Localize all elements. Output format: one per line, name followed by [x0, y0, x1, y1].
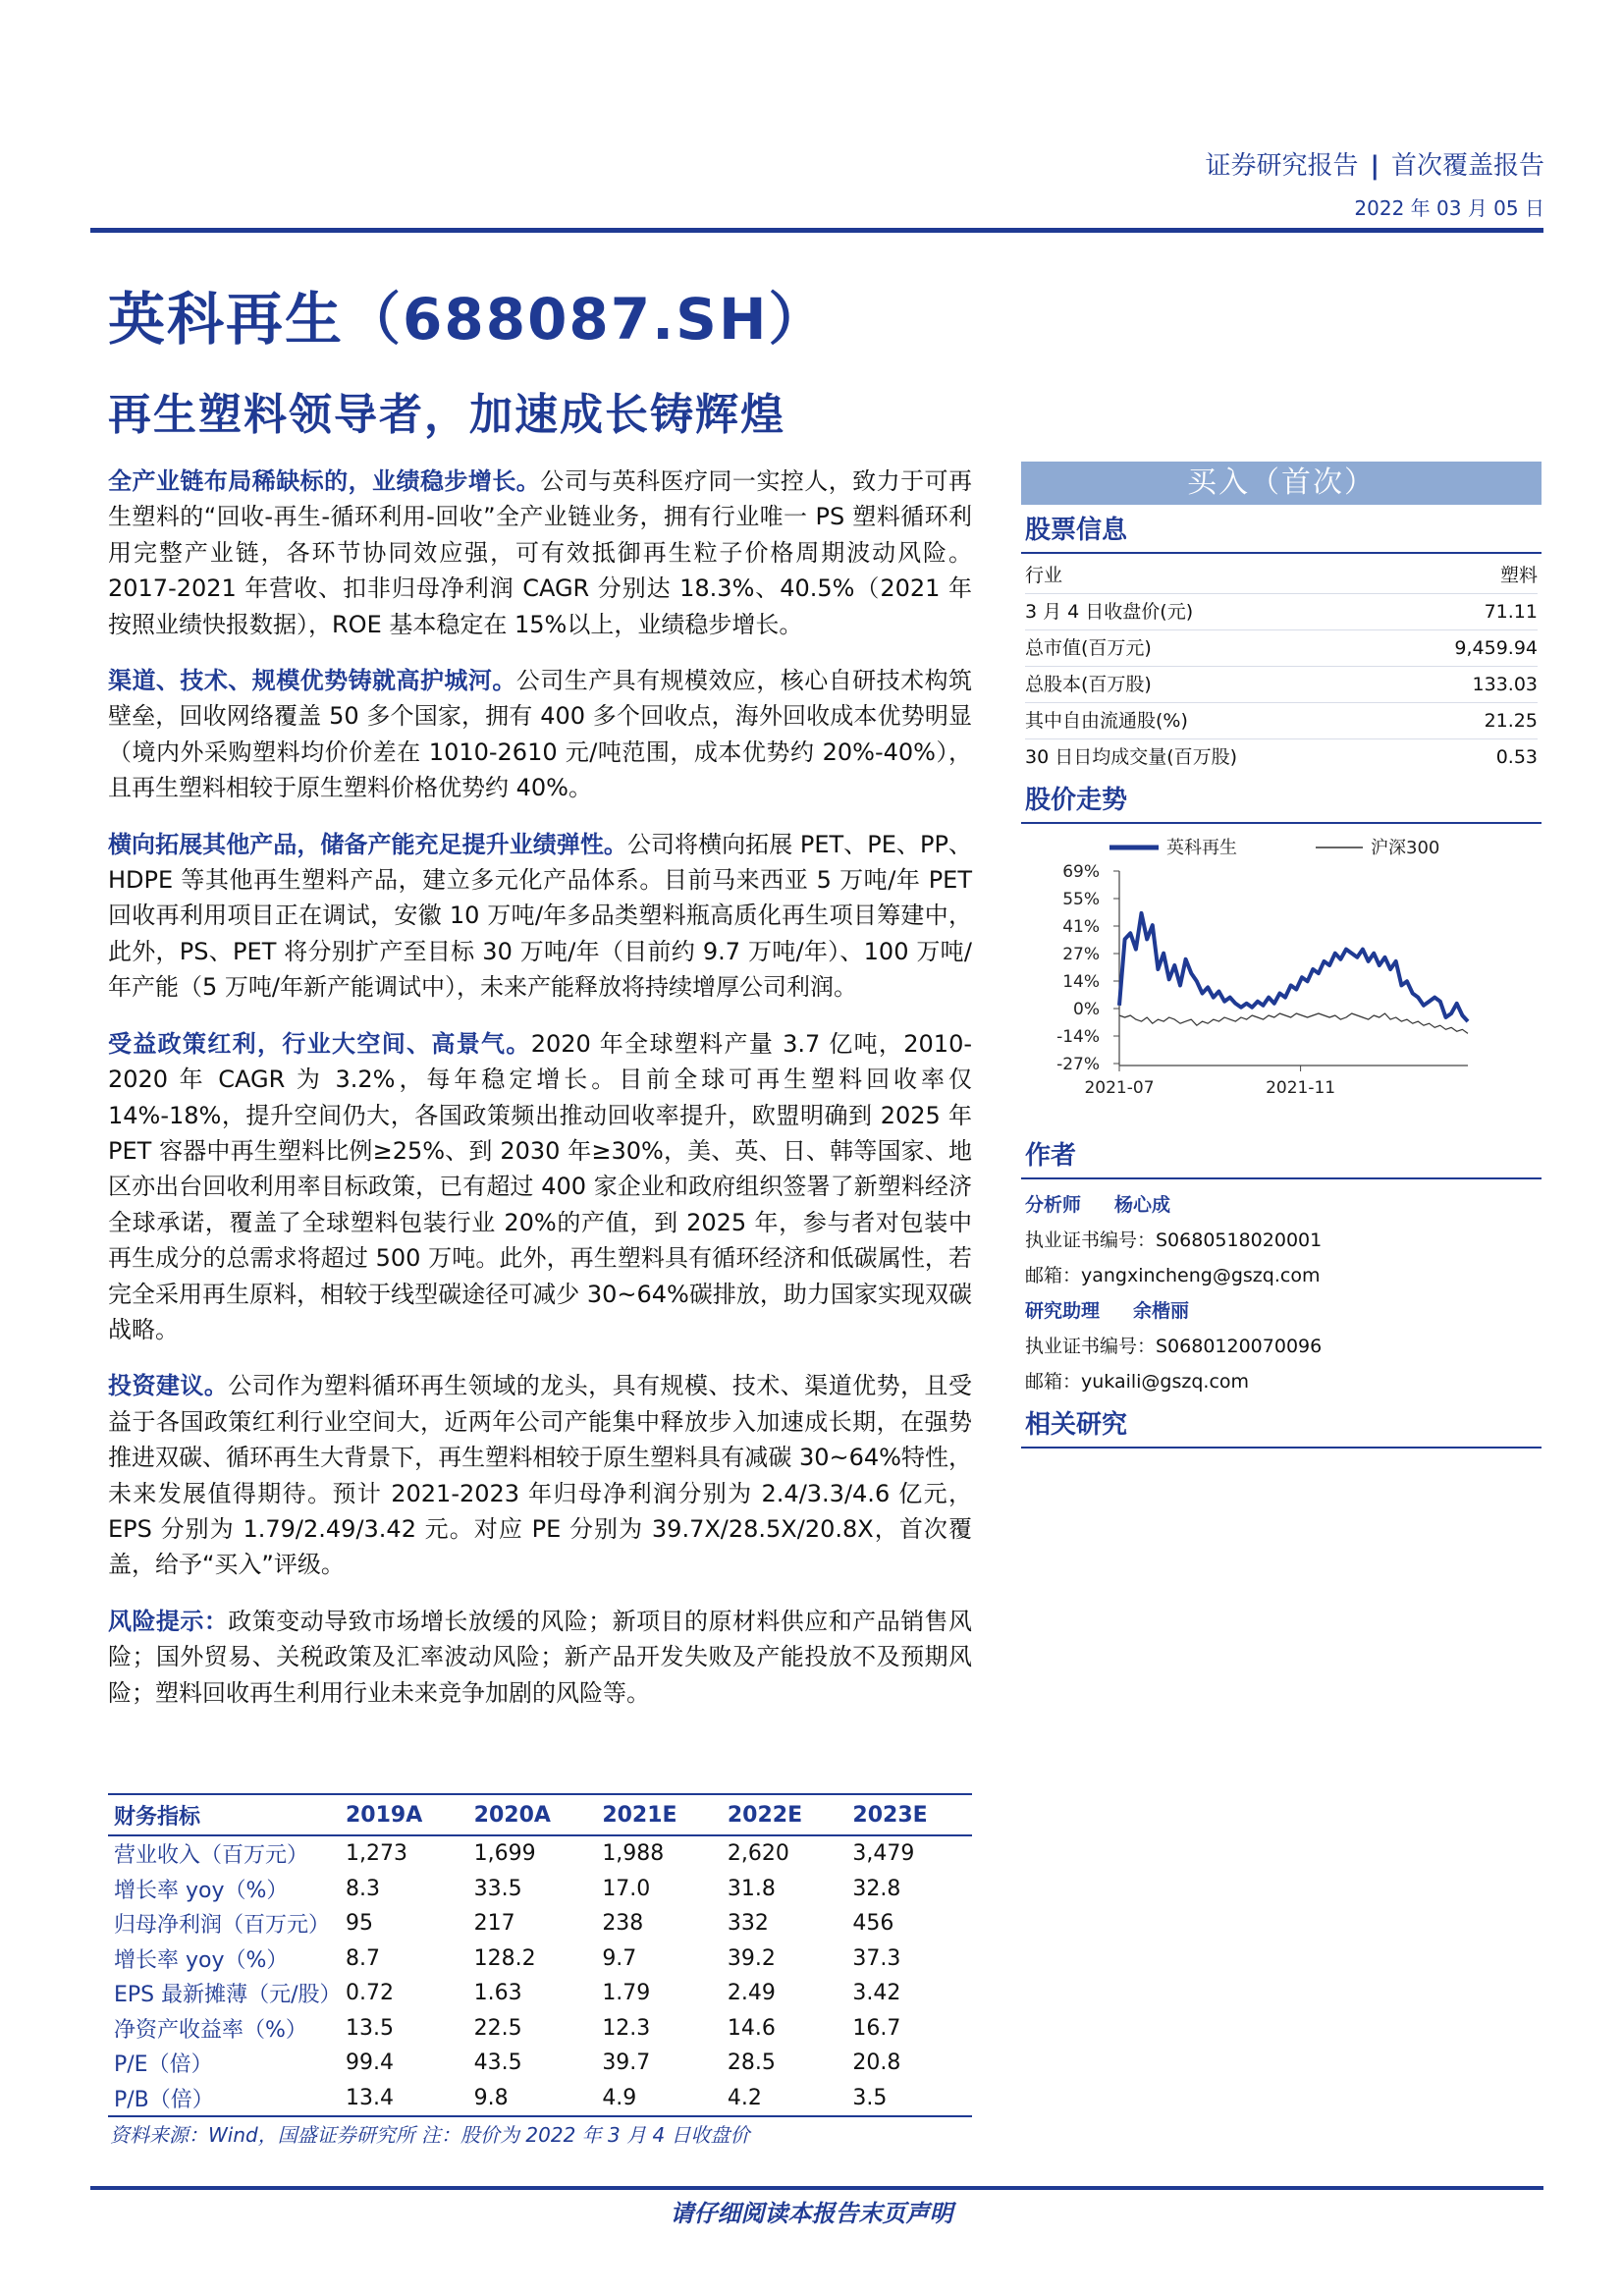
financial-row [108, 1872, 972, 1907]
paragraph-body: 公司与英科医疗同一实控人，致力于可再生塑料的“回收-再生-循环利用-回收”全产业链业务，拥有行业唯一 PS 塑料循环利用完整产业链，各环节协同效应强，可有效抵御再生粒子价格周期波动风险。2017-2021 年营收、扣非归母净利润 CAGR 分别达 18.3%、40.5%（2021 年按照业绩快报数据），ROE 基本稳定在 15%以上，业绩稳步增长。 [108, 467, 973, 638]
financial-row [108, 2046, 972, 2081]
financial-metric: 增长率 yoy（%） [114, 1947, 289, 1973]
stock-info-label: 行业 [1025, 565, 1063, 586]
paragraph-lead: 横向拓展其他产品，储备产能充足提升业绩弹性。 [108, 830, 627, 858]
financial-header-cell: 2021E [596, 1794, 722, 1835]
stock-info-row [1025, 558, 1538, 594]
financial-value: 2,620 [727, 1841, 789, 1867]
stock-info-heading: 股票信息 [1021, 509, 1542, 554]
assistant-cert: 执业证书编号：S0680120070096 [1025, 1336, 1323, 1357]
y-tick-label: -14% [1056, 1027, 1100, 1047]
financial-table [108, 1793, 972, 2117]
sidebar [1021, 462, 1542, 1449]
stock-info-value: 9,459.94 [1454, 637, 1538, 659]
analyst-name: 杨心成 [1114, 1194, 1171, 1216]
assistant-role: 研究助理 [1025, 1300, 1101, 1322]
financial-value: 14.6 [727, 2015, 776, 2041]
financial-header-cell: 2022E [722, 1794, 847, 1835]
financial-value: 217 [473, 1911, 515, 1937]
paragraph-lead: 全产业链布局稀缺标的，业绩稳步增长。 [108, 467, 541, 495]
financial-metric: 增长率 yoy（%） [114, 1878, 289, 1903]
legend-label-series-2: 沪深300 [1371, 838, 1440, 858]
report-subtitle: 再生塑料领导者，加速成长铸辉煌 [108, 390, 785, 440]
financial-metric: EPS 最新摊薄（元/股） [114, 1983, 342, 2008]
stock-info-label: 其中自由流通股(%) [1025, 710, 1188, 732]
financial-value: 33.5 [473, 1876, 522, 1901]
financial-value: 2.49 [727, 1981, 776, 2006]
financial-value: 37.3 [852, 1945, 901, 1971]
paragraph-body: 公司作为塑料循环再生领域的龙头，具有规模、技术、渠道优势，且受益于各国政策红利行业空间大，近两年公司产能集中释放步入加速成长期，在强势推进双碳、循环再生大背景下，再生塑料相较于原生塑料具有减碳 30~64%特性，未来发展值得期待。预计 2021-2023 年归母净利润分别为 2.4/3.3/4.6 亿元，EPS 分别为 1.79/2.49/3.42 元。对应 PE 分别为 39.7X/28.5X/20.8X，首次覆盖，给予“买入”评级。 [108, 1372, 973, 1579]
y-tick-label: 55% [1062, 890, 1100, 909]
x-tick-label: 2021-11 [1266, 1078, 1336, 1098]
financial-value: 0.72 [346, 1981, 394, 2006]
financial-value: 31.8 [727, 1876, 776, 1901]
top-divider [90, 228, 1543, 233]
y-tick-label: 0% [1073, 1000, 1100, 1019]
stock-info-row [1025, 739, 1538, 775]
analyst-cert: 执业证书编号：S0680518020001 [1025, 1230, 1323, 1251]
analyst-role: 分析师 [1025, 1194, 1082, 1216]
assistant-name: 余楷丽 [1133, 1300, 1190, 1322]
analyst-email: 邮箱：yangxincheng@gszq.com [1025, 1265, 1321, 1286]
stock-info-value: 塑料 [1499, 565, 1538, 586]
financial-value: 3.5 [846, 2081, 972, 2117]
financial-value: 456 [852, 1911, 894, 1937]
financial-value: 13.5 [346, 2015, 394, 2041]
x-tick-label: 2021-07 [1084, 1078, 1155, 1098]
stock-info-row [1025, 630, 1538, 667]
paragraph-body: 公司生产具有规模效应，核心自研技术构筑壁垒，回收网络覆盖 50 多个国家，拥有 400 多个回收点，海外回收成本优势明显（境内外采购塑料均价价差在 1010-2610 元/吨范围，成本优势约 20%-40%），且再生塑料相较于原生塑料价格优势约 40%。 [108, 667, 973, 802]
y-tick-label: -27% [1056, 1055, 1100, 1074]
financial-row [108, 2081, 972, 2117]
financial-value: 238 [602, 1911, 644, 1937]
financial-metric: 净资产收益率（%） [114, 2017, 307, 2043]
financial-row [108, 1906, 972, 1941]
y-tick-label: 41% [1062, 917, 1100, 937]
financial-header-cell: 2023E [846, 1794, 972, 1835]
financial-value: 3.42 [852, 1981, 901, 2006]
coverage-type-label: 首次覆盖报告 [1390, 151, 1544, 181]
financial-header-cell: 财务指标 [108, 1794, 340, 1835]
financial-value: 9.7 [602, 1945, 637, 1971]
legend-label-series-1: 英科再生 [1166, 838, 1237, 858]
financial-value: 1.63 [473, 1981, 522, 2006]
series-line-hs300 [1119, 1013, 1468, 1033]
summary-paragraph [108, 1026, 972, 1348]
stock-info-label: 30 日日均成交量(百万股) [1025, 746, 1238, 768]
footer-disclaimer: 请仔细阅读本报告末页声明 [670, 2200, 953, 2227]
y-tick-label: 69% [1062, 862, 1100, 882]
financial-value: 95 [346, 1911, 373, 1937]
paragraph-body: 2020 年全球塑料产量 3.7 亿吨，2010-2020 年 CAGR 为 3.2%，每年稳定增长。目前全球可再生塑料回收率仅 14%-18%，提升空间仍大，各国政策频出推动回收率提升，欧盟明确到 2025 年 PET 容器中再生塑料比例≥25%、到 2030 年≥30%，美、英、日、韩等国家、地区亦出台回收利用率目标政策，已有超过 400 家企业和政府组织签署了新塑料经济全球承诺，覆盖了全球塑料包装行业 20%的产值，到 2025 年，参与者对包装中再生成分的总需求将超过 500 万吨。此外，再生塑料具有循环经济和低碳属性，若完全采用再生原料，相较于线型碳途径可减少 30~64%碳排放，助力国家实现双碳战略。 [108, 1029, 973, 1343]
price-trend-heading: 股价走势 [1021, 779, 1542, 824]
series-line-yingke [1119, 913, 1468, 1021]
financial-value: 39.2 [727, 1945, 776, 1971]
financial-value: 332 [727, 1911, 769, 1937]
financial-value: 8.7 [346, 1945, 380, 1971]
financial-header-cell: 2019A [340, 1794, 468, 1835]
financial-metric: 归母净利润（百万元） [114, 1913, 331, 1939]
stock-info-label: 总市值(百万元) [1025, 637, 1152, 659]
financial-value: 4.9 [596, 2081, 722, 2117]
paragraph-lead: 风险提示： [108, 1607, 229, 1635]
author-section [1021, 1134, 1542, 1449]
related-research-heading: 相关研究 [1021, 1403, 1542, 1449]
financial-metric: P/E（倍） [114, 2052, 213, 2078]
financial-value: 1.79 [602, 1981, 651, 2006]
financial-value: 16.7 [852, 2015, 901, 2041]
financial-value: 32.8 [852, 1876, 901, 1901]
financial-value: 20.8 [852, 2050, 901, 2076]
report-title: 英科再生（688087.SH） [108, 286, 828, 353]
financial-value: 8.3 [346, 1876, 380, 1901]
stock-info-list [1021, 554, 1542, 775]
stock-info-label: 总股本(百万股) [1025, 674, 1152, 695]
report-type-label: 证券研究报告 [1205, 151, 1359, 181]
financial-value: 43.5 [473, 2050, 522, 2076]
y-tick-label: 27% [1062, 945, 1100, 964]
report-type [1205, 145, 1544, 182]
summary-paragraph [108, 663, 972, 806]
financial-value: 28.5 [727, 2050, 776, 2076]
stock-info-row [1025, 594, 1538, 630]
financial-value: 1,699 [473, 1841, 536, 1867]
paragraph-lead: 渠道、技术、规模优势铸就高护城河。 [108, 667, 516, 695]
stock-info-value: 0.53 [1495, 746, 1538, 768]
stock-info-value: 21.25 [1484, 710, 1538, 732]
financial-value: 99.4 [346, 2050, 394, 2076]
financial-value: 12.3 [602, 2015, 651, 2041]
assistant-email: 邮箱：yukaili@gszq.com [1025, 1371, 1250, 1393]
financial-value: 1,273 [346, 1841, 407, 1867]
analyst-row [1021, 1187, 1542, 1223]
financial-metric: P/B（倍） [108, 2081, 340, 2117]
summary-paragraph [108, 1368, 972, 1582]
table-source-note: 资料来源：Wind，国盛证券研究所 注：股价为 2022 年 3 月 4 日收盘价 [110, 2123, 750, 2147]
summary-paragraph [108, 827, 972, 1006]
stock-info-label: 3 月 4 日收盘价(元) [1025, 601, 1194, 623]
financial-row [108, 1976, 972, 2011]
financial-value: 22.5 [473, 2015, 522, 2041]
bottom-divider [90, 2186, 1543, 2190]
paragraph-body: 公司将横向拓展 PET、PE、PP、HDPE 等其他再生塑料产品，建立多元化产品体系。目前马来西亚 5 万吨/年 PET 回收再利用项目正在调试，安徽 10 万吨/年多品类塑料瓶高质化再生项目筹建中，此外，PS、PET 将分别扩产至目标 30 万吨/年（目前约 9.7 万吨/年）、100 万吨/年产能（5 万吨/年新产能调试中），未来产能释放将持续增厚公司利润。 [108, 830, 972, 1002]
summary-body [108, 464, 972, 1731]
financial-header-cell: 2020A [468, 1794, 597, 1835]
financial-value: 9.8 [468, 2081, 597, 2117]
financial-value: 39.7 [602, 2050, 651, 2076]
rating-badge: 买入（首次） [1021, 462, 1542, 505]
financial-row [108, 2011, 972, 2047]
stock-info-value: 71.11 [1484, 601, 1538, 623]
paragraph-lead: 受益政策红利，行业大空间、高景气。 [108, 1029, 531, 1058]
financial-metric: 营业收入（百万元） [114, 1843, 309, 1869]
stock-info-row [1025, 667, 1538, 703]
price-trend-chart [1021, 830, 1542, 1124]
financial-value: 13.4 [340, 2081, 468, 2117]
paragraph-body: 政策变动导致市场增长放缓的风险；新项目的原材料供应和产品销售风险；国外贸易、关税政策及汇率波动风险；新产品开发失败及产能投放不及预期风险；塑料回收再生利用行业未来竞争加剧的风险等。 [108, 1607, 973, 1707]
paragraph-lead: 投资建议。 [108, 1372, 229, 1400]
financial-row [108, 1835, 972, 1872]
financial-value: 17.0 [602, 1876, 651, 1901]
financial-row [108, 1941, 972, 1977]
stock-info-value: 133.03 [1472, 674, 1538, 695]
financial-header-row [108, 1794, 972, 1835]
stock-info-row [1025, 703, 1538, 739]
report-date: 2022 年 03 月 05 日 [1354, 196, 1544, 220]
assistant-row [1021, 1293, 1542, 1329]
summary-paragraph [108, 1604, 972, 1711]
financial-body [108, 1835, 972, 2116]
financial-value: 1,988 [602, 1841, 665, 1867]
financial-value: 3,479 [852, 1841, 915, 1867]
author-heading: 作者 [1021, 1134, 1542, 1179]
financial-value: 128.2 [473, 1945, 536, 1971]
financial-value: 4.2 [722, 2081, 847, 2117]
summary-paragraph [108, 464, 972, 642]
header-separator: | [1370, 151, 1380, 181]
y-tick-label: 14% [1062, 972, 1100, 992]
